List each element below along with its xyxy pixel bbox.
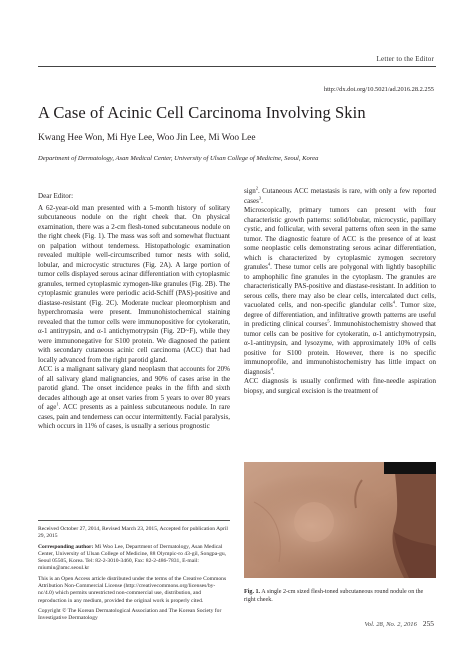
paragraph-text: . Cutaneous ACC metastasis is rare, with only a few reported cases	[244, 187, 436, 205]
paragraph-text: . Immunohistochemistry showed that tumor cells can be positive for cytokeratin, α-1 antichymotrypsin, α-1-antitrypsin, and lysozyme, with approximately 10% of cells positive for S100 protein. However, there is no specific immunoprofile, and immunohistochemistry has little impact on diagnosis	[244, 320, 436, 376]
paragraph-text: sign	[244, 187, 256, 195]
paragraph-text: .	[261, 196, 263, 205]
figure-label: Fig. 1.	[244, 589, 261, 595]
paragraph-text: . Tumor size, degree of differentiation, and infiltrative growth patterns are useful in predicting clinical courses	[244, 301, 436, 329]
clinical-photo	[244, 462, 436, 578]
corresponding-label: Corresponding author:	[38, 543, 94, 550]
article-notes	[38, 526, 230, 626]
paragraph-text: .	[272, 367, 275, 376]
paragraph-text: . These tumor cells are polygonal with lightly basophilic to amphophilic fine granules in the cytoplasm. The granules are characteristically PAS-positive and diastase-resistant. In addition to serous cells, there may also be clear cells, intercalated duct cells, vacuolated cells, and non-specific glandular cells	[244, 263, 436, 310]
body-column-right	[244, 187, 436, 396]
header-rule	[38, 66, 436, 67]
paragraph-text: ACC diagnosis is usually confirmed with fine-needle aspiration biopsy, and surgical excision is the treatment of	[244, 377, 436, 395]
section-label: Letter to the Editor	[376, 55, 434, 63]
subcutaneous-nodule	[294, 502, 334, 542]
reference-marker[interactable]: 2	[255, 185, 259, 191]
reference-marker[interactable]: 4	[270, 366, 273, 372]
reference-marker[interactable]: 3	[258, 195, 262, 201]
reference-marker[interactable]: 1	[56, 402, 59, 407]
greeting: Dear Editor:	[38, 192, 74, 200]
paragraph	[244, 377, 436, 396]
corresponding-author	[38, 544, 230, 573]
page-number: 255	[422, 619, 434, 628]
figure-caption	[244, 589, 436, 604]
privacy-bar	[384, 462, 436, 474]
paragraph	[38, 365, 230, 432]
paragraph	[38, 204, 230, 366]
paragraph-text: Microscopically, primary tumors can present with four characteristic growth patterns: solid/lobular, microcystic, papillary cystic, and follicular, with several patterns often seen in the same tumor. The diagnostic feature of ACC is the presence of at least some neoplastic cells demonstrating serous acinar differentiation, which is characterized by cytoplasmic zymogen secretory granules	[244, 206, 436, 272]
page-footer	[365, 619, 434, 628]
reference-marker[interactable]: 5	[327, 318, 330, 324]
license-statement: This is an Open Access article distributed under the terms of the Creative Commons Attribution Non-Commercial License (http://creativecommons.org/licenses/by-nc/4.0) which permits unrestricted non-commercial use, distribution, and reproduction in any medium, provided the original work is properly cited.	[38, 575, 227, 604]
body-column-left	[38, 192, 230, 432]
journal-volume: Vol. 28, No. 2, 2016	[364, 621, 417, 628]
corresponding-details: Mi Woo Lee, Department of Dermatology, Asan Medical Center, University of Ulsan College of Medicine, 88 Olympic-ro 43-gil, Songpa-gu, Seoul 05505, Korea. Tel: 82-2-3010-3460, Fax: 82-2-486-7831, E-mail: miumiu@amc.seoul.kr	[38, 543, 227, 572]
paragraph-text: ACC is a malignant salivary gland neoplasm that accounts for 20% of all salivary gland malignancies, and 90% of cases arise in the parotid gland. The onset incidence peaks in the fifth and sixth decades although age at onset varies from 5 years to over 80 years of age	[38, 365, 230, 412]
face-photo-illustration	[244, 462, 436, 578]
author-list: Kwang Hee Won, Mi Hye Lee, Woo Jin Lee, Mi Woo Lee	[38, 133, 256, 143]
footnote-rule	[38, 520, 230, 521]
paragraph	[244, 187, 436, 206]
paragraph	[244, 206, 436, 377]
received-dates: Received October 27, 2014, Revised March 23, 2015, Accepted for publication April 29, 2015	[38, 526, 228, 540]
copyright-statement: Copyright © The Korean Dermatological Association and The Korean Society for Investigative Dermatology	[38, 607, 222, 622]
reference-marker[interactable]: 4	[392, 299, 396, 305]
article-title: A Case of Acinic Cell Carcinoma Involving Skin	[38, 103, 366, 122]
paragraph-text: . ACC presents as a painless subcutaneous nodule. In rare cases, pain and tenderness can occur intermittently. Facial paralysis, which occurs in 11% of cases, is usually a serious prognostic	[38, 403, 230, 431]
figure-caption-text: A single 2-cm sized flesh-toned subcutaneous round nodule on the right cheek.	[244, 589, 424, 603]
affiliation: Department of Dermatology, Asan Medical Center, University of Ulsan College of Medicine, Seoul, Korea	[38, 155, 319, 162]
paragraph-text: A 62-year-old man presented with a 5-month history of solitary subcutaneous nodule on the right cheek that. On physical examination, there was a 2-cm flesh-toned subcutaneous nodule on the right cheek (Fig. 1). The mass was soft and somewhat fluctuant on palpation without tenderness. Histopathologic examination revealed multiple well-circumscribed tumor nests with solid, lobular, and microcystic structures (Fig. 2A). A large portion of tumor cells displayed serous acinar differentiation with cytoplasmic granules, termed cytoplasmic zymogen-like granules (Fig. 2B). The cytoplasmic granules were periodic acid-Schiff (PAS)-positive and diastase-resistant (Fig. 2C). Moderate nuclear pleomorphism and hyperchromasia were present. Immunohistochemical staining revealed that the tumor cells were immunopositive for cytokeratin, α-1 antitrypsin, and α-1 antichymotrypsin (Fig. 2D~F), while they were immunonegative for S100 protein. We diagnosed the patient with secondary cutaneous acinic cell carcinoma (ACC) that had locally advanced from the right parotid gland.	[38, 203, 230, 364]
doi-link[interactable]: http://dx.doi.org/10.5021/ad.2016.28.2.255	[323, 86, 434, 93]
reference-marker[interactable]: 4	[267, 261, 271, 267]
